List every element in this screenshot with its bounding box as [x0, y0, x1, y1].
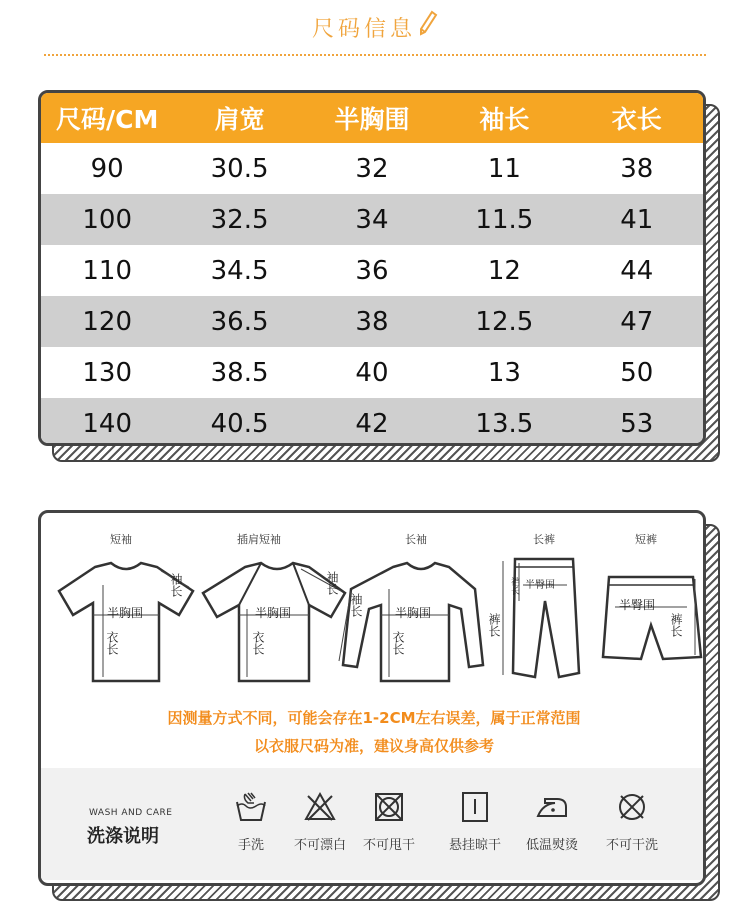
care-label: 低温熨烫 [525, 838, 578, 853]
no-tumble-dry-icon [372, 790, 406, 824]
cell-size: 100 [41, 194, 173, 245]
short-sleeve-tee-icon [51, 549, 201, 699]
low-iron-icon [535, 790, 569, 824]
label-sleeve: 袖长 [325, 571, 339, 595]
cell-length: 41 [571, 194, 703, 245]
header-sleeve: 袖长 [438, 93, 570, 143]
cell-length: 50 [620, 357, 654, 388]
cell-half-chest: 36 [355, 255, 389, 286]
title-divider [44, 54, 706, 56]
header-size: 尺码/CM [41, 93, 173, 143]
label-half-hip: 半臀围 [619, 598, 656, 612]
garment-shorts [597, 531, 706, 701]
label-length: 衣长 [251, 631, 265, 655]
cell-sleeve: 11 [487, 153, 521, 184]
size-table [41, 93, 703, 446]
cell-sleeve: 11.5 [438, 194, 570, 245]
label-sleeve: 袖长 [349, 593, 363, 617]
label-length: 衣长 [105, 631, 119, 655]
cell-size: 110 [82, 255, 133, 286]
cell-size: 140 [41, 398, 173, 446]
cell-shoulder: 40.5 [173, 398, 305, 446]
care-item-no-dry-clean [592, 790, 672, 853]
cell-length: 47 [571, 296, 703, 347]
pencil-icon [418, 10, 438, 36]
cell-half-chest: 32 [355, 153, 389, 184]
cell-sleeve: 12 [487, 255, 521, 286]
size-table-body [41, 143, 703, 446]
garment-name: 长袖 [405, 533, 427, 546]
cell-shoulder: 36.5 [173, 296, 305, 347]
cell-length: 44 [620, 255, 654, 286]
care-item-line-dry [435, 790, 515, 853]
header-half-chest: 半胸围 [306, 93, 438, 143]
size-table-card [38, 90, 706, 446]
table-row [41, 143, 703, 194]
cell-size: 120 [41, 296, 173, 347]
measure-note-1: 因测量方式不同，可能会存在1-2CM左右误差，属于正常范围 [167, 709, 581, 727]
label-pants-length: 裤长 [487, 613, 501, 637]
cell-length: 53 [571, 398, 703, 446]
long-pants-icon [493, 549, 583, 699]
header-shoulder: 肩宽 [173, 93, 305, 143]
care-title-zh: 洗涤说明 [87, 826, 159, 847]
no-dry-clean-icon [615, 790, 649, 824]
label-half-chest: 半胸围 [255, 606, 292, 620]
cell-sleeve: 13 [487, 357, 521, 388]
care-label: 悬挂晾干 [448, 838, 501, 853]
label-half-chest: 半胸围 [395, 606, 432, 620]
table-row [41, 398, 703, 446]
cell-size: 130 [82, 357, 133, 388]
table-row [41, 347, 703, 398]
cell-half-chest: 40 [355, 357, 389, 388]
label-half-hip: 半臀围 [525, 580, 555, 591]
garment-name: 插肩短袖 [237, 533, 281, 546]
garment-raglan [197, 531, 357, 701]
no-bleach-icon [303, 790, 337, 824]
cell-sleeve: 13.5 [438, 398, 570, 446]
care-item-hand-wash [211, 790, 291, 853]
header-length: 衣长 [571, 93, 703, 143]
care-label: 不可漂白 [293, 838, 346, 853]
care-item-no-bleach [280, 790, 360, 853]
label-length: 衣长 [391, 631, 405, 655]
cell-shoulder: 32.5 [173, 194, 305, 245]
wash-care-panel [41, 768, 706, 880]
care-label: 不可干洗 [605, 838, 658, 853]
hand-wash-icon [234, 790, 268, 824]
label-shorts-length: 裤长 [669, 613, 683, 637]
size-table-header-row [41, 93, 703, 143]
measure-note-2: 以衣服尺码为准，建议身高仅供参考 [253, 737, 494, 755]
garment-short-sleeve [51, 531, 201, 701]
cell-size: 90 [90, 153, 124, 184]
page-title-text: 尺码信息 [311, 17, 416, 42]
care-label: 不可甩干 [362, 838, 415, 853]
cell-shoulder: 30.5 [210, 153, 269, 184]
cell-shoulder: 38.5 [210, 357, 269, 388]
care-item-no-tumble-dry [349, 790, 429, 853]
shorts-icon [597, 563, 706, 673]
label-rise: 裆长 [509, 577, 519, 595]
page-title [0, 10, 750, 43]
cell-half-chest: 34 [306, 194, 438, 245]
label-sleeve: 袖长 [169, 573, 183, 597]
garment-name: 长裤 [533, 533, 555, 546]
garment-long-sleeve [337, 531, 487, 701]
table-row [41, 194, 703, 245]
care-label: 手洗 [237, 838, 264, 853]
measure-card [38, 510, 706, 886]
cell-sleeve: 12.5 [438, 296, 570, 347]
cell-length: 38 [620, 153, 654, 184]
care-title-en: WASH AND CARE [89, 808, 173, 818]
cell-shoulder: 34.5 [210, 255, 269, 286]
table-row [41, 245, 703, 296]
label-half-chest: 半胸围 [107, 606, 144, 620]
long-sleeve-tee-icon [337, 549, 487, 699]
garment-name: 短袖 [110, 533, 132, 546]
line-dry-icon [458, 790, 492, 824]
cell-half-chest: 38 [306, 296, 438, 347]
table-row [41, 296, 703, 347]
cell-half-chest: 42 [306, 398, 438, 446]
care-item-low-iron [512, 790, 592, 853]
garment-long-pants [487, 531, 583, 701]
garment-name: 短裤 [635, 533, 657, 546]
